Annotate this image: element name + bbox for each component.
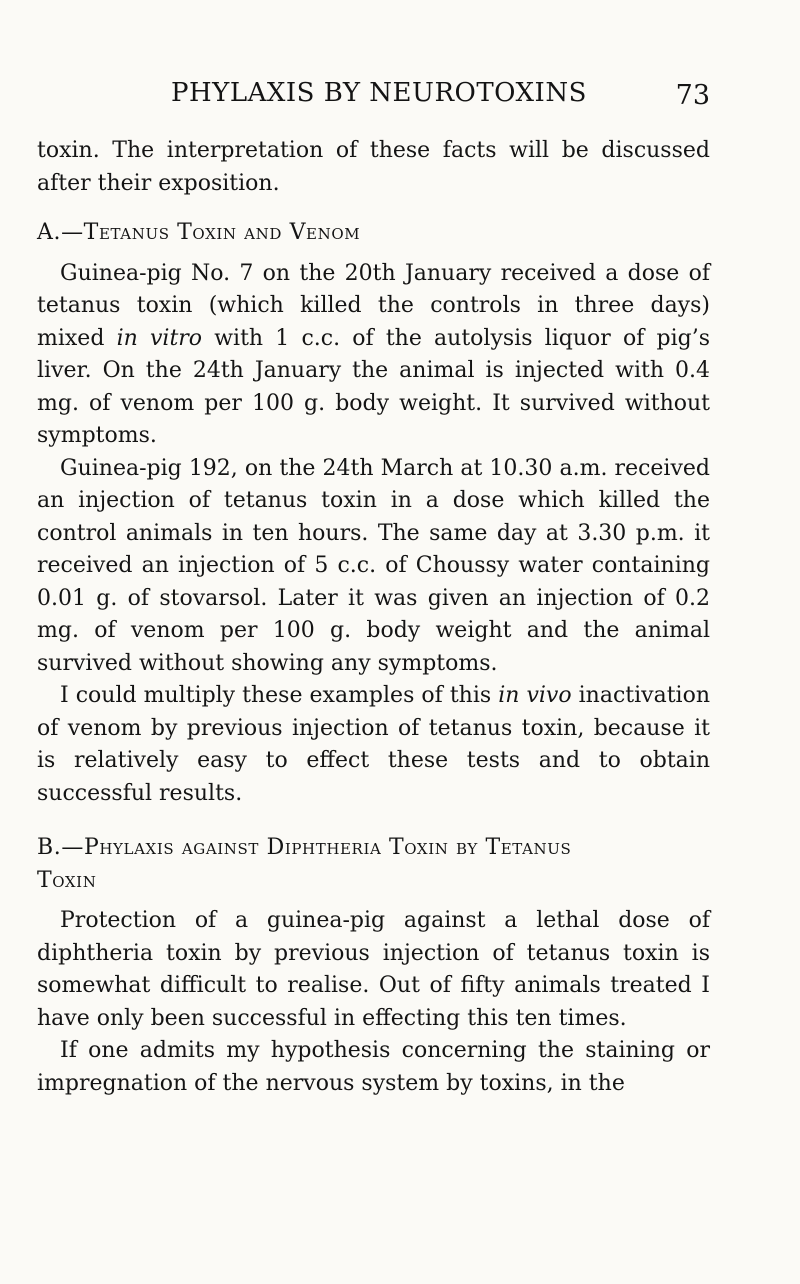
running-header: [37, 78, 710, 118]
italic-term: in vivo: [498, 683, 572, 708]
paragraph-continuation: toxin. The interpretation of these facts will be discussed after their exposition.: [37, 138, 710, 196]
paragraph-hypothesis: If one admits my hypothesis concerning the staining or impregnation of the nervous system by toxins, in the: [37, 1038, 710, 1096]
paragraph-protection: Protection of a guinea-pig against a lethal dose of diphtheria toxin by previous injection of tetanus toxin is somewhat difficult to realise. Out of fifty animals treated I have only been successful in effecting this ten times.: [37, 908, 710, 1031]
paragraph-guinea-pig-7: [37, 258, 710, 453]
body-text: [37, 135, 710, 1100]
paragraph-text: Guinea-pig No. 7 on the 20th January received a dose of tetanus toxin (which killed the controls in three days) mixed: [37, 260, 710, 351]
running-title: PHYLAXIS BY NEUROTOXINS: [171, 78, 587, 108]
page-number: 73: [675, 80, 710, 111]
paragraph-text: inactivation of venom by previous injection of tetanus toxin, because it is relatively easy to effect these tests and to obtain successful results.: [37, 683, 710, 806]
section-heading-b-line2: Toxin: [37, 867, 97, 893]
section-heading-a: A.—Tetanus Toxin and Venom: [37, 220, 361, 245]
paragraph-text: with 1 c.c. of the autolysis liquor of pig’s liver. On the 24th January the animal is injected with 0.4 mg. of venom per 100 g. body weight. It survived without symptoms.: [37, 325, 710, 448]
paragraph-text: I could multiply these examples of this: [60, 683, 499, 708]
italic-term: in vitro: [116, 325, 203, 351]
section-heading-b-line1: B.—Phylaxis against Diphtheria Toxin by Tetanus: [37, 835, 572, 860]
paragraph-in-vivo: [37, 680, 710, 810]
paragraph-guinea-pig-192: Guinea-pig 192, on the 24th March at 10.30 a.m. received an injection of tetanus toxin in a dose which killed the control animals in ten hours. The same day at 3.30 p.m. it received an injection of 5 c.c. of Choussy water containing 0.01 g. of stovarsol. Later it was given an injection of 0.2 mg. of venom per 100 g. body weight and the animal survived without showing any symptoms.: [37, 455, 710, 676]
